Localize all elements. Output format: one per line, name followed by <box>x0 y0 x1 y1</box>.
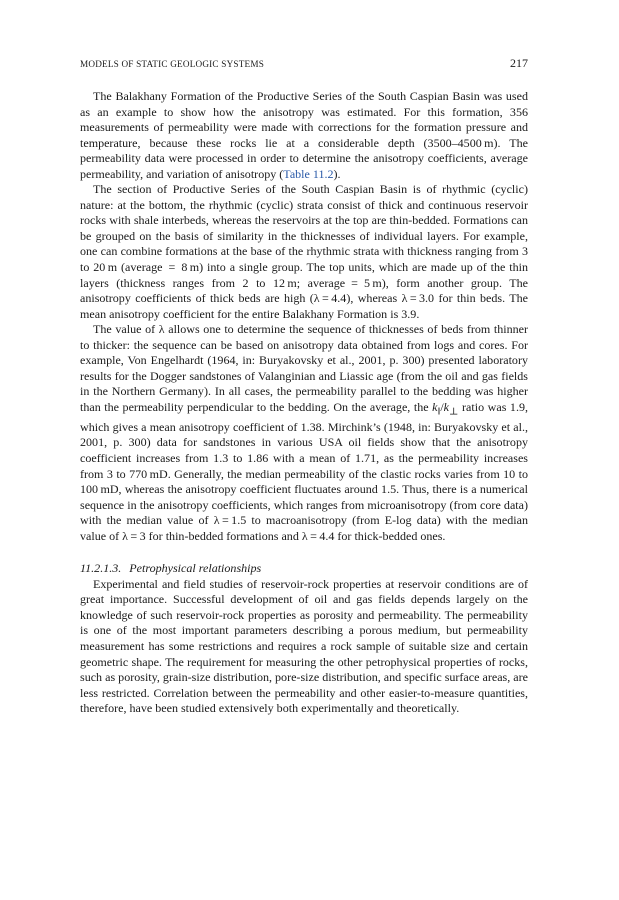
table-11-2-link[interactable]: Table 11.2 <box>283 166 334 181</box>
paragraph-rhythmic-strata <box>80 182 528 322</box>
parallel-subscript: ‖ <box>437 406 441 418</box>
k-perpendicular-symbol: $k_\perp$ <box>443 399 459 418</box>
paragraph-petrophysical <box>80 577 528 717</box>
paragraph-text: ). <box>333 166 341 181</box>
page-number: 217 <box>510 56 528 70</box>
section-heading <box>80 561 528 577</box>
page-body <box>80 89 528 717</box>
paragraph-balakhany-formation <box>80 89 528 182</box>
paragraph-text: The section of Productive Series of the South Caspian Basin is of rhythmic (cyclic) nature: at the bottom, the rhythmic (cyclic) strata consist of thick and continuous reservoir rocks with shale interbeds, whereas the reservoirs at the top are thin-bedded. Formations can be grouped on the basis of similarity in the thicknesses of individual layers. For example, one can combine formations at the base of the rhythmic strata with thickness ranging from 3 to 20 m (average = 8 m) into a single group. The top units, which are made up of the thin layers (thickness ranges from 2 to 12 m; average = 5 m), form another group. The anisotropy coefficients of thick beds are high (λ = 4.4), whereas λ = 3.0 for thin beds. The mean anisotropy coefficient for the entire Balakhany Formation is 3.9. <box>80 182 528 321</box>
paragraph-text: The value of λ allows one to determine the sequence of thicknesses of beds from thinner to thicker: the sequence can be based on anisotropy data obtained from logs and cores. For example, Von Engelhardt (1964, in: Buryakovsky et al., 2001, p. 300) presented laboratory results for the Dogger sandstones of Valanginian and Liassic age (from the oil and gas fields in the Northern Germany). In all cases, the permeability parallel to the bedding was higher than the permeability perpendicular to the bedding. On the average, the <box>80 322 528 414</box>
paragraph-anisotropy-sequence <box>80 322 528 544</box>
section-number: 11.2.1.3. <box>80 561 122 576</box>
ratio-slash: / <box>440 399 444 414</box>
paragraph-text: ratio was 1.9, which gives a mean anisotropy coefficient of 1.38. Mirchink’s (1948, in: Buryakovsky et al., 2001, p. 300) data for sandstones in various USA oil fields show that the anisotropy coefficient increases from 1.3 to 1.86 with a mean of 1.71, as the permeability increases from 3 to 770 mD. Generally, the median permeability of the clastic rocks varies from 10 to 100 mD, whereas the anisotropy coefficient fluctuates around 1.5. Thus, there is a numerical sequence in the anisotropy coefficients, which ranges from microanisotropy (from core data) with the median value of λ = 1.5 to macroanisotropy (from E-log data) with the median value of λ = 3 for thin-bedded formations and λ = 4.4 for thick-bedded ones. <box>80 399 528 543</box>
running-head: MODELS OF STATIC GEOLOGIC SYSTEMS <box>80 59 265 69</box>
paragraph-text: Experimental and field studies of reservoir-rock properties at reservoir conditions are of great importance. Successful development of oil and gas fields depends largely on the knowledge of such reservoir-rock properties as porosity and permeability. The permeability is one of the most important parameters describing a porous medium, but permeability measurement has some restrictions and requires a rock sample of suitable size and certain geometric shape. The requirement for measuring the other petrophysical properties of rocks, such as porosity, grain-size distribution, pore-size distribution, and specific surface areas, are less restricted. Correlation between the permeability and other easier-to-measure quantities, therefore, have been studied extensively both experimentally and theoretically. <box>80 576 528 716</box>
page-header <box>80 56 528 71</box>
paragraph-text: The Balakhany Formation of the Productive Series of the South Caspian Basin was used as an example to show how the anisotropy was estimated. For this formation, 356 measurements of permeability were made with corrections for the formation pressure and temperature, because these rocks lie at a considerable depth (3500–4500 m). The permeability data were processed in order to determine the anisotropy coefficients, average permeability, and variation of anisotropy ( <box>80 89 528 181</box>
section-title: Petrophysical relationships <box>129 561 262 576</box>
k-parallel-symbol: $k_‖$ <box>432 399 441 418</box>
perpendicular-subscript: ⊥ <box>449 406 459 418</box>
